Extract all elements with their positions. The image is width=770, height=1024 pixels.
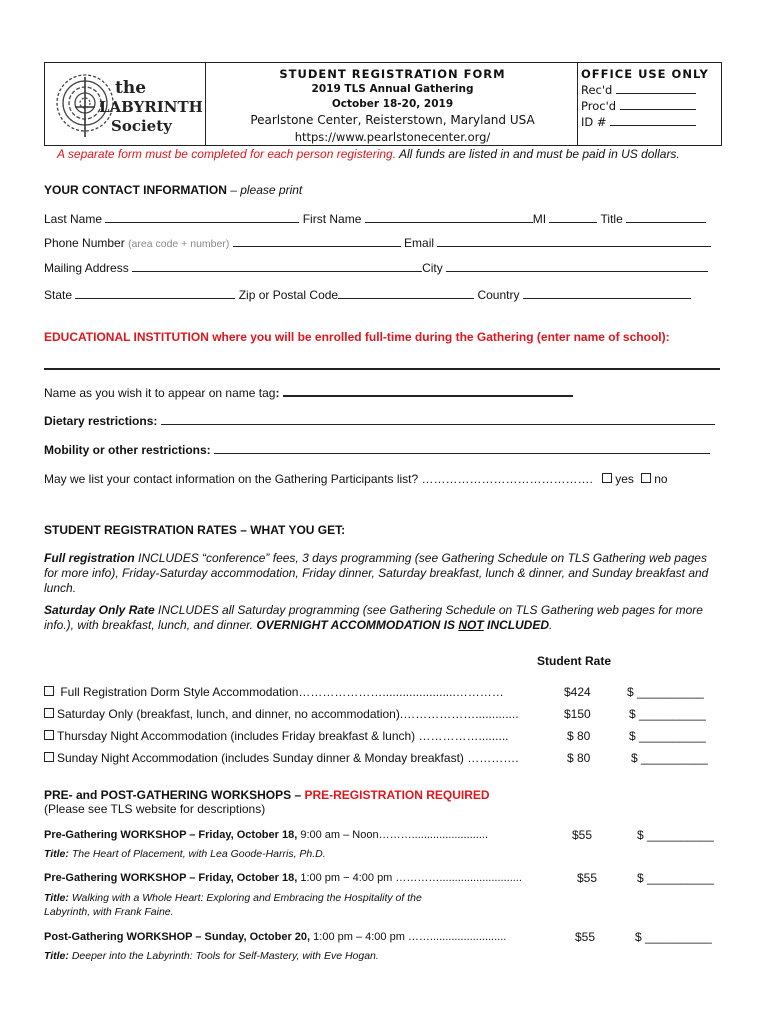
yes-option[interactable]: yes <box>602 472 634 486</box>
first-name-label: First Name <box>302 212 362 226</box>
last-name-label: Last Name <box>44 212 103 226</box>
mailing-row <box>44 261 724 275</box>
recd-field[interactable]: Rec'd <box>581 82 719 98</box>
workshop-item: Post-Gathering WORKSHOP – Sunday, October 20, 1:00 pm – 4:00 pm ……......................... <box>44 931 507 943</box>
contact-heading: YOUR CONTACT INFORMATION – please print <box>44 183 303 197</box>
zip-field[interactable] <box>338 298 474 299</box>
state-label: State <box>44 288 73 302</box>
rate-price: $ 80 <box>567 729 591 743</box>
mi-field[interactable] <box>549 222 597 223</box>
no-checkbox[interactable] <box>641 473 651 483</box>
mailing-label: Mailing Address <box>44 261 129 275</box>
notice-red: A separate form must be completed for each person registering. <box>57 147 397 161</box>
workshop-amount-field[interactable]: $ __________ <box>635 930 712 944</box>
rate-price: $ 80 <box>567 751 591 765</box>
event-name: 2019 TLS Annual Gathering <box>311 83 474 95</box>
workshop-title: Title: The Heart of Placement, with Lea Goode-Harris, Ph.D. <box>44 848 326 860</box>
rate-price: $424 <box>564 685 591 699</box>
dietary-row <box>44 414 724 428</box>
workshop-price: $55 <box>575 930 596 944</box>
student-rate-header: Student Rate <box>537 654 612 668</box>
office-use-title: OFFICE USE ONLY <box>581 67 709 81</box>
country-label: Country <box>477 288 520 302</box>
title-label: Title <box>600 212 623 226</box>
rate-amount-field[interactable]: $ __________ <box>629 729 706 743</box>
yes-checkbox[interactable] <box>602 473 612 483</box>
logo-text-the: the <box>115 78 147 98</box>
nametag-field[interactable] <box>283 395 573 397</box>
mailing-field[interactable] <box>132 271 422 272</box>
name-row <box>44 212 724 226</box>
rate-amount-field[interactable]: $ __________ <box>629 707 706 721</box>
notice-black: All funds are listed in and must be paid in US dollars. <box>396 147 680 161</box>
workshops-heading: PRE- and POST-GATHERING WORKSHOPS – PRE-REGISTRATION REQUIRED <box>44 788 490 802</box>
workshop-item: Pre-Gathering WORKSHOP – Friday, October 18, 1:00 pm − 4:00 pm …………........................... <box>44 872 522 884</box>
rate-checkbox[interactable] <box>44 686 54 696</box>
notice-line <box>57 147 680 161</box>
venue-url[interactable]: https://www.pearlstonecenter.org/ <box>294 130 491 144</box>
state-row <box>44 288 724 302</box>
workshop-title: Title: Walking with a Whole Heart: Exploring and Embracing the Hospitality of the Labyrinth, with Frank Faine. <box>44 892 422 918</box>
no-option[interactable]: no <box>641 472 667 486</box>
mobility-label: Mobility or other restrictions: <box>44 443 211 457</box>
email-label: Email <box>404 236 435 250</box>
last-name-field[interactable] <box>105 222 299 223</box>
phone-label: Phone Number <box>44 236 125 250</box>
rate-item-full[interactable]: Full Registration Dorm Style Accommodation…………………......................………… <box>44 685 504 699</box>
dietary-label: Dietary restrictions: <box>44 414 158 428</box>
header-divider <box>205 63 206 145</box>
id-field[interactable]: ID # <box>581 114 719 130</box>
zip-label: Zip or Postal Code <box>238 288 339 302</box>
phone-field[interactable] <box>233 246 401 247</box>
nametag-row: Name as you wish it to appear on name tag: <box>44 386 573 400</box>
saturday-only-description: Saturday Only Rate INCLUDES all Saturday programming (see Gathering Schedule on TLS Gathering web pages for more info.), with breakfast, lunch, and dinner. OVERNIGHT ACCOMMODATION IS NOT INCLUDED. <box>44 603 703 632</box>
labyrinth-society-logo <box>53 67 203 141</box>
workshop-price: $55 <box>572 828 593 842</box>
workshop-item: Pre-Gathering WORKSHOP – Friday, October 18, 9:00 am – Noon………......................... <box>44 829 488 841</box>
logo-text-labyrinth: LABYRINTH <box>99 98 203 116</box>
form-title: STUDENT REGISTRATION FORM <box>279 67 506 81</box>
first-name-field[interactable] <box>365 222 533 223</box>
phone-row <box>44 236 724 250</box>
country-field[interactable] <box>523 298 691 299</box>
mobility-field[interactable] <box>214 453 710 454</box>
event-dates: October 18-20, 2019 <box>331 98 454 110</box>
workshop-title: Title: Deeper into the Labyrinth: Tools for Self-Mastery, with Eve Hogan. <box>44 950 379 962</box>
rate-item-sunday[interactable]: Sunday Night Accommodation (includes Sunday dinner & Monday breakfast) …………. <box>44 751 519 765</box>
rate-checkbox[interactable] <box>44 730 54 740</box>
rate-amount-field[interactable]: $ __________ <box>631 751 708 765</box>
dietary-field[interactable] <box>161 424 715 425</box>
procd-field[interactable]: Proc'd <box>581 98 719 114</box>
education-heading: EDUCATIONAL INSTITUTION where you will be enrolled full-time during the Gathering (enter name of school): <box>44 330 670 344</box>
event-info <box>208 66 577 145</box>
workshop-amount-field[interactable]: $ __________ <box>637 828 714 842</box>
email-field[interactable] <box>437 246 711 247</box>
state-field[interactable] <box>75 298 235 299</box>
phone-hint: (area code + number) <box>128 238 230 250</box>
form-header <box>44 62 722 146</box>
rate-item-saturday[interactable]: Saturday Only (breakfast, lunch, and dinner, no accommodation).………………............. <box>44 707 519 721</box>
participants-row <box>44 472 724 486</box>
workshop-price: $55 <box>577 871 598 885</box>
rate-checkbox[interactable] <box>44 752 54 762</box>
rate-price: $150 <box>564 707 591 721</box>
workshops-subheading: (Please see TLS website for descriptions) <box>44 802 266 816</box>
mobility-row <box>44 443 724 457</box>
logo-text-society: Society <box>111 117 172 135</box>
nametag-label: Name as you wish it to appear on name tag <box>44 386 276 400</box>
city-label: City <box>422 261 443 275</box>
rate-item-thursday[interactable]: Thursday Night Accommodation (includes Friday breakfast & lunch) ……………......... <box>44 729 509 743</box>
workshop-amount-field[interactable]: $ __________ <box>637 871 714 885</box>
participants-question: May we list your contact information on the Gathering Participants list? ……………………………………. <box>44 472 593 486</box>
office-use-box <box>579 66 719 130</box>
title-field[interactable] <box>626 222 706 223</box>
rates-heading: STUDENT REGISTRATION RATES – WHAT YOU GET: <box>44 523 346 537</box>
school-field[interactable] <box>44 368 720 370</box>
mi-label: MI <box>532 212 547 226</box>
full-registration-description: Full registration INCLUDES “conference” fees, 3 days programming (see Gathering Schedule on TLS Gathering web pages for more info), Friday-Saturday accommodation, Friday dinner, Saturday breakfast, lunch & dinner, and Sunday breakfast and lunch. <box>44 551 709 595</box>
event-venue: Pearlstone Center, Reisterstown, Maryland USA <box>250 113 535 127</box>
rate-amount-field[interactable]: $ __________ <box>627 685 704 699</box>
header-divider <box>577 63 578 145</box>
rate-checkbox[interactable] <box>44 708 54 718</box>
city-field[interactable] <box>446 271 708 272</box>
